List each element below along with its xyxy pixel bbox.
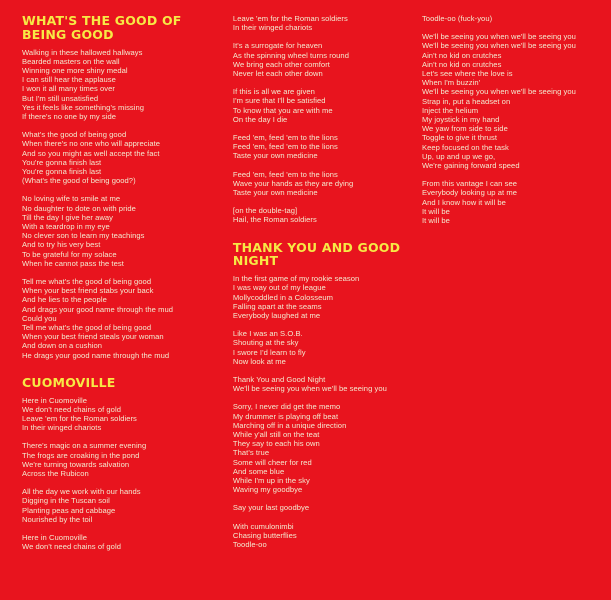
lyric-line: The frogs are croaking in the pond xyxy=(22,450,140,460)
lyric-line: Never let each other down xyxy=(232,69,323,79)
lyric-line: Winning one more shiny medal xyxy=(22,65,128,75)
lyric-line: Everybody looking up at me xyxy=(421,188,517,198)
lyric-line: [on the double-tag] xyxy=(232,206,298,216)
lyric-line: It will be xyxy=(421,206,450,216)
lyric-line: Keep focused on the task xyxy=(421,142,509,152)
stanza xyxy=(22,194,227,268)
lyric-line: Toggle to give it thrust xyxy=(421,133,498,143)
lyric-line: Nourished by the toil xyxy=(22,514,93,524)
lyric-line: We'll be seeing you when we'll be seeing you xyxy=(232,384,387,394)
stanza xyxy=(233,170,416,198)
lyric-line: In their winged chariots xyxy=(22,423,102,433)
lyric-line: All the day we work with our hands xyxy=(22,487,141,497)
lyric-line: You're gonna finish last xyxy=(22,166,102,176)
lyric-line: I swore I'd learn to fly xyxy=(232,347,306,357)
lyric-line: Digging in the Tuscan soil xyxy=(22,496,110,506)
stanza xyxy=(422,179,601,225)
lyric-line: And some blue xyxy=(232,466,285,476)
stanza xyxy=(22,277,227,360)
lyric-line: We'll be seeing you when we'll be seeing you xyxy=(421,41,576,51)
lyric-line: In the first game of my rookie season xyxy=(232,274,360,284)
lyric-line: And he lies to the people xyxy=(22,295,107,305)
lyric-line: You're gonna finish last xyxy=(22,157,102,167)
lyric-line: Toodle-oo (fuck-you) xyxy=(421,14,493,23)
lyric-line: Feed 'em, feed 'em to the lions xyxy=(232,133,338,143)
lyric-line: Bearded masters on the wall xyxy=(22,56,120,66)
lyric-line: My joystick in my hand xyxy=(421,115,500,125)
lyric-line: What's the good of being good xyxy=(22,130,127,140)
lyric-line: But I'm still unsatisfied xyxy=(22,93,99,103)
lyric-line: We bring each other comfort xyxy=(232,59,330,69)
song-title-thank-you-and-good-night: THANK YOU AND GOOD NIGHT xyxy=(232,239,401,269)
lyric-line: Some will cheer for red xyxy=(232,457,312,467)
lyric-line: From this vantage I can see xyxy=(421,179,518,189)
stanza xyxy=(22,487,227,524)
lyric-line: And I know how it will be xyxy=(421,197,506,207)
stanza xyxy=(22,48,227,122)
stanza xyxy=(233,402,416,494)
lyric-line: When your best friend stabs your back xyxy=(22,286,154,296)
lyric-line: He drags your good name through the mud xyxy=(22,350,170,360)
stanza xyxy=(233,14,416,32)
lyric-line: We'll be seeing you when we'll be seeing you xyxy=(421,32,576,42)
lyric-line: That's true xyxy=(232,448,270,458)
stanza xyxy=(22,441,227,478)
lyric-line: Strap in, put a headset on xyxy=(421,96,511,106)
lyric-line: I'm sure that I'll be satisfied xyxy=(232,96,326,106)
stanza xyxy=(22,396,227,433)
column-middle xyxy=(233,14,422,558)
lyric-line: Sorry, I never did get the memo xyxy=(232,402,341,412)
stanza xyxy=(422,32,601,170)
lyric-line: No daughter to dote on with pride xyxy=(22,203,136,213)
lyric-line: We're turning towards salvation xyxy=(22,459,130,469)
song-title-whats-the-good-of-being-good: WHAT'S THE GOOD OF BEING GOOD xyxy=(22,13,182,42)
lyric-line: When he cannot pass the test xyxy=(22,258,124,268)
lyric-line: Marching off in a unique direction xyxy=(232,420,347,430)
lyrics-columns xyxy=(22,14,601,592)
lyric-line: Planting peas and cabbage xyxy=(22,505,116,515)
column-right xyxy=(422,14,601,234)
lyric-line: And drags your good name through the mud xyxy=(22,304,174,314)
stanza xyxy=(233,206,416,224)
stanza xyxy=(22,533,227,551)
lyric-line: Across the Rubicon xyxy=(22,468,89,478)
stanza xyxy=(233,133,416,161)
lyric-line: When I'm buzzin' xyxy=(421,78,481,88)
lyric-line: Shouting at the sky xyxy=(232,338,299,348)
lyric-line: Waving my goodbye xyxy=(232,485,303,495)
lyric-line: My drummer is playing off beat xyxy=(232,411,339,421)
lyric-line: And down on a cushion xyxy=(22,341,102,351)
lyric-line: With a teardrop in my eye xyxy=(22,221,110,231)
lyric-line: Mollycoddled in a Colosseum xyxy=(232,292,334,302)
lyric-line: We'll be seeing you when we'll be seeing you xyxy=(421,87,576,97)
lyric-line: And to try his very best xyxy=(22,240,101,250)
stanza xyxy=(233,41,416,78)
lyric-line: Ain't no kid on crutches xyxy=(421,59,502,69)
stanza xyxy=(233,87,416,124)
lyric-line: Leave 'em for the Roman soldiers xyxy=(232,14,348,23)
lyric-line: To be grateful for my solace xyxy=(22,249,117,259)
lyric-line: Yes it feels like something's missing xyxy=(22,102,145,112)
lyric-line: Taste your own medicine xyxy=(232,188,318,198)
lyric-line: Chasing butterflies xyxy=(232,530,297,540)
lyric-line: I was way out of my league xyxy=(232,283,326,293)
stanza xyxy=(233,503,416,512)
lyric-line: Like I was an S.O.B. xyxy=(232,329,303,339)
lyric-line: (What's the good of being good?) xyxy=(22,176,136,186)
lyric-line: We're gaining forward speed xyxy=(421,161,520,171)
lyric-line: Thank You and Good Night xyxy=(232,374,326,384)
lyric-line: I won it all many times over xyxy=(22,84,115,94)
lyric-line: No clever son to learn my teachings xyxy=(22,231,145,241)
lyric-line: Tell me what's the good of being good xyxy=(22,322,152,332)
lyric-line: Now look at me xyxy=(232,356,286,366)
stanza xyxy=(422,14,601,23)
lyric-line: With cumulonimbi xyxy=(232,521,294,531)
lyric-line: In their winged chariots xyxy=(232,23,313,33)
lyric-line: Walking in these hallowed hallways xyxy=(22,47,143,57)
lyric-line: On the day I die xyxy=(232,114,288,124)
lyric-line: Falling apart at the seams xyxy=(232,301,322,311)
lyric-line: While y'all still on the teat xyxy=(232,430,320,439)
lyric-line: Up, up and up we go, xyxy=(421,151,496,161)
lyric-line: We don't need chains of gold xyxy=(22,404,121,414)
lyric-line: While I'm up in the sky xyxy=(232,476,310,486)
lyric-line: Let's see where the love is xyxy=(421,69,513,79)
lyric-line: I can still hear the applause xyxy=(22,75,116,85)
lyric-line: It will be xyxy=(421,216,450,226)
lyric-line: Say your last goodbye xyxy=(232,503,310,513)
lyric-line: And so you might as well accept the fact xyxy=(22,148,160,158)
lyric-line: They say to each his own xyxy=(232,439,320,449)
lyric-line: Hail, the Roman soldiers xyxy=(232,215,317,225)
lyric-line: Till the day I give her away xyxy=(22,212,114,222)
lyric-line: Here in Cuomoville xyxy=(22,532,88,542)
lyric-line: Ain't no kid on crutches xyxy=(421,50,502,60)
lyric-line: We don't need chains of gold xyxy=(22,542,121,552)
lyric-line: Taste your own medicine xyxy=(232,151,318,161)
lyric-line: When your best friend steals your woman xyxy=(22,332,164,342)
lyric-line: Toodle-oo xyxy=(232,540,267,550)
column-left xyxy=(22,14,233,560)
lyric-line: When there's no one who will appreciate xyxy=(22,139,161,149)
lyric-line: If this is all we are given xyxy=(232,87,315,97)
lyric-line: Leave 'em for the Roman soldiers xyxy=(22,413,137,423)
stanza xyxy=(22,130,227,185)
lyric-line: There's magic on a summer evening xyxy=(22,441,147,451)
lyric-line: Here in Cuomoville xyxy=(22,395,88,405)
lyric-line: Wave your hands as they are dying xyxy=(232,178,354,188)
lyric-line: It's a surrogate for heaven xyxy=(232,41,323,51)
song-title-cuomoville: CUOMOVILLE xyxy=(22,374,116,390)
lyric-line: As the spinning wheel turns round xyxy=(232,50,349,60)
lyric-line: We yaw from side to side xyxy=(421,124,508,134)
stanza xyxy=(233,274,416,320)
lyric-line: To know that you are with me xyxy=(232,105,333,115)
stanza xyxy=(233,375,416,393)
lyric-line: If there's no one by my side xyxy=(22,111,117,121)
lyric-line: Tell me what's the good of being good xyxy=(22,276,152,286)
lyric-line: No loving wife to smile at me xyxy=(22,194,121,204)
lyric-line: Feed 'em, feed 'em to the lions xyxy=(232,142,338,152)
stanza xyxy=(233,329,416,366)
lyric-line: Could you xyxy=(22,313,57,323)
lyric-line: Inject the helium xyxy=(421,105,479,115)
lyric-line: Everybody laughed at me xyxy=(232,310,321,320)
stanza xyxy=(233,522,416,550)
lyric-line: Feed 'em, feed 'em to the lions xyxy=(232,169,338,179)
